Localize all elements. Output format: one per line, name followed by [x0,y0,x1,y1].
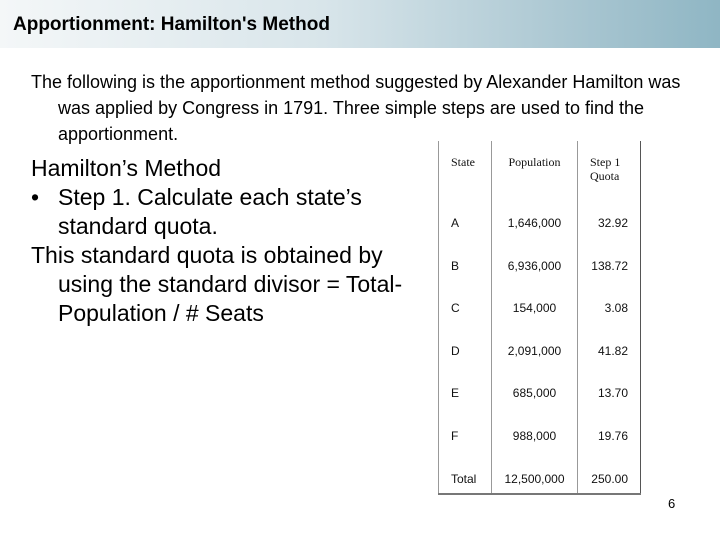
cell-population: 6,936,000 [492,239,578,282]
table-row [439,324,641,367]
table-row [439,409,641,452]
cell-state: B [439,239,492,282]
header-step1-quota: Step 1 Quota [578,141,641,196]
cell-quota: 138.72 [578,239,641,282]
table-header-row [439,141,641,196]
header-state: State [439,141,492,196]
bullet-icon: • [31,184,40,210]
cell-population: 988,000 [492,409,578,452]
cell-quota: 250.00 [578,452,641,495]
table-row [439,239,641,282]
cell-state: C [439,281,492,324]
cell-state: A [439,196,492,239]
method-description [31,154,421,328]
table-row [439,281,641,324]
cell-state: E [439,366,492,409]
cell-quota: 19.76 [578,409,641,452]
cell-population: 1,646,000 [492,196,578,239]
title-bar [0,0,720,48]
step1-bullet [31,183,421,241]
cell-state: D [439,324,492,367]
cell-state: Total [439,452,492,495]
table-row [439,196,641,239]
cell-quota: 41.82 [578,324,641,367]
cell-population: 12,500,000 [492,452,578,495]
cell-quota: 32.92 [578,196,641,239]
table-row [439,366,641,409]
slide-title: Apportionment: Hamilton's Method [13,14,330,35]
header-population: Population [492,141,578,196]
cell-population: 154,000 [492,281,578,324]
table-total-row [439,452,641,495]
cell-population: 2,091,000 [492,324,578,367]
cell-quota: 3.08 [578,281,641,324]
cell-quota: 13.70 [578,366,641,409]
method-heading: Hamilton’s Method [31,155,222,181]
page-number: 6 [668,496,676,511]
standard-quota-explanation: This standard quota is obtained by using the standard divisor = Total-Population / # Seats [31,242,403,326]
quota-table [438,141,641,495]
cell-state: F [439,409,492,452]
step1-text: Step 1. Calculate each state’s standard quota. [58,184,362,239]
cell-population: 685,000 [492,366,578,409]
intro-paragraph: The following is the apportionment method suggested by Alexander Hamilton was was applied by Congress in 1791. Three simple steps are used to find the apportionment. [31,72,681,144]
